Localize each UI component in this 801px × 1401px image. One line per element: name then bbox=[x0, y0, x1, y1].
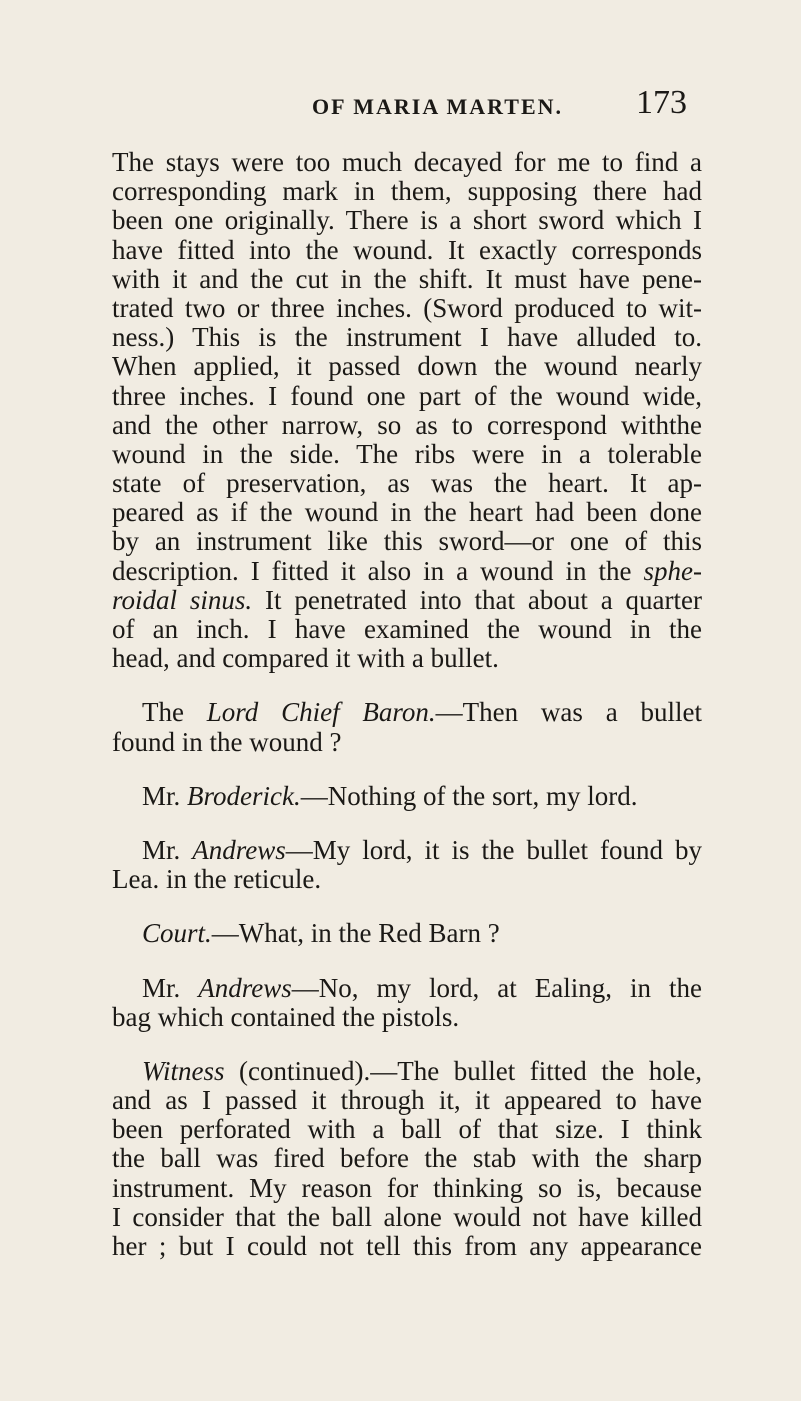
text-line: Lea. in the reticule. bbox=[112, 864, 322, 895]
text-line bbox=[112, 919, 702, 948]
text-line: The stays were too much decayed for me to find a bbox=[112, 147, 702, 177]
text-segment: —What, in the Red Barn ? bbox=[211, 918, 500, 949]
italic-term: sphe- bbox=[643, 555, 702, 586]
text-line: peared as if the wound in the heart had been done bbox=[112, 497, 702, 528]
text-segment: description. I fitted it also in a wound in the bbox=[112, 555, 644, 586]
speaker-name: Andrews bbox=[198, 972, 292, 1003]
text-segment: It penetrated into that about a quarter bbox=[252, 584, 702, 615]
text-line: ness.) This is the instrument I have alluded to. bbox=[112, 322, 702, 353]
speaker-name: Witness bbox=[142, 1055, 225, 1086]
text-line bbox=[112, 782, 702, 811]
paragraph-lord-chief-baron bbox=[112, 698, 702, 756]
text-line: instrument. My reason for thinking so is, because bbox=[112, 1172, 702, 1203]
text-line: been one originally. There is a short sword which I bbox=[112, 205, 702, 236]
text-line bbox=[112, 974, 702, 1003]
text-line: trated two or three inches. (Sword produced to wit- bbox=[112, 292, 702, 323]
text-line: by an instrument like this sword—or one of this bbox=[112, 526, 702, 557]
body-text bbox=[112, 148, 702, 1261]
text-segment: Mr. bbox=[142, 972, 199, 1003]
text-line: wound in the side. The ribs were in a tolerable bbox=[112, 438, 702, 469]
speaker-name: Court. bbox=[142, 918, 212, 949]
text-segment: (continued).—The bullet fitted the hole, bbox=[224, 1055, 702, 1086]
paragraph-andrews bbox=[112, 836, 702, 894]
text-line: and as I passed it through it, it appeared to have bbox=[112, 1085, 702, 1116]
text-line: three inches. I found one part of the wound wide, bbox=[112, 380, 702, 411]
paragraph-court bbox=[112, 919, 702, 948]
page-number: 173 bbox=[636, 84, 687, 121]
paragraph-witness bbox=[112, 1057, 702, 1261]
text-line bbox=[112, 557, 702, 586]
text-line: have fitted into the wound. It exactly corresponds bbox=[112, 234, 702, 265]
text-segment: —No, my lord, at Ealing, in the bbox=[291, 972, 702, 1003]
text-line: found in the wound ? bbox=[112, 726, 342, 757]
text-line bbox=[112, 1057, 702, 1086]
speaker-name: Andrews bbox=[192, 834, 286, 865]
paragraph-testimony bbox=[112, 148, 702, 673]
text-line bbox=[112, 836, 702, 865]
text-line bbox=[112, 586, 702, 615]
running-title: OF MARIA MARTEN. bbox=[312, 94, 564, 119]
text-line: her ; but I could not tell this from any appearance bbox=[112, 1231, 702, 1261]
text-segment: —Nothing of the sort, my lord. bbox=[300, 780, 638, 811]
text-line: state of preservation, as was the heart. It ap- bbox=[112, 468, 702, 499]
paragraph-broderick bbox=[112, 782, 702, 811]
text-line bbox=[112, 698, 702, 727]
italic-term: roidal sinus. bbox=[112, 584, 253, 615]
text-line: corresponding mark in them, supposing there had bbox=[112, 176, 702, 207]
text-segment: Mr. bbox=[142, 780, 188, 811]
text-line: When applied, it passed down the wound nearly bbox=[112, 351, 702, 382]
text-segment: —Then was a bullet bbox=[435, 697, 702, 728]
text-line: been perforated with a ball of that size. I think bbox=[112, 1114, 702, 1145]
text-segment: Mr. bbox=[142, 834, 193, 865]
text-line: with it and the cut in the shift. It must have pene- bbox=[112, 263, 702, 294]
text-line: I consider that the ball alone would not have killed bbox=[112, 1201, 702, 1232]
text-line: of an inch. I have examined the wound in the bbox=[112, 614, 702, 644]
speaker-name: Broderick. bbox=[187, 780, 301, 811]
text-line: bag which contained the pistols. bbox=[112, 1001, 460, 1032]
text-segment: The bbox=[142, 697, 207, 728]
text-line: and the other narrow, so as to correspond withthe bbox=[112, 409, 702, 440]
text-line: the ball was fired before the stab with the sharp bbox=[112, 1143, 702, 1174]
paragraph-andrews-2 bbox=[112, 974, 702, 1032]
speaker-name: Lord Chief Baron. bbox=[206, 697, 436, 728]
text-line: head, and compared it with a bullet. bbox=[112, 643, 499, 674]
text-segment: —My lord, it is the bullet found by bbox=[285, 834, 702, 865]
